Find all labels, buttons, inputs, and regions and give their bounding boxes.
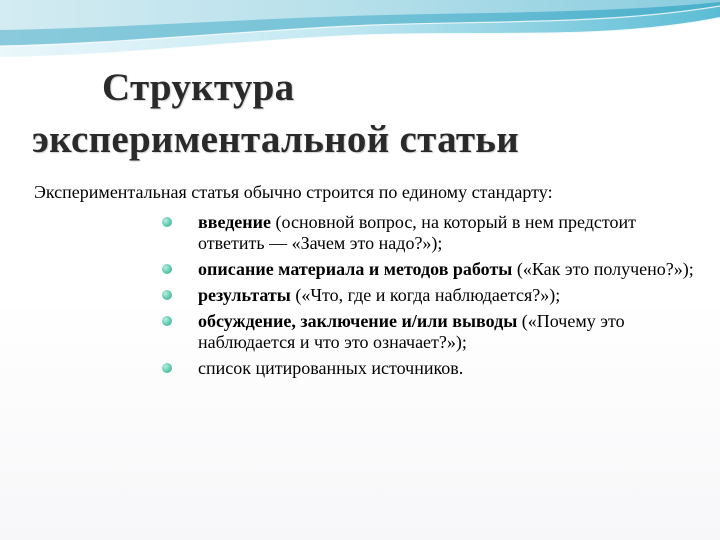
round-bullet-icon — [162, 363, 172, 373]
list-item-bold: введение — [198, 212, 272, 232]
section-list — [154, 212, 700, 384]
list-item-bold: обсуждение, заключение и/или выводы — [198, 311, 518, 331]
list-item-text: («Что, где и когда наблюдается?»); — [290, 285, 561, 305]
list-item-text: («Как это получено?»); — [512, 259, 694, 279]
list-item-text: (основной вопрос, на который в нем предстоит ответить — «Зачем это надо?»); — [198, 212, 637, 253]
list-item-bold: описание материала и методов работы — [198, 259, 513, 279]
round-bullet-icon — [162, 290, 172, 300]
round-bullet-icon — [162, 264, 172, 274]
list-item-text: («Почему это наблюдается и что это означает?»); — [198, 311, 625, 352]
list-item-results — [154, 285, 700, 306]
list-item-introduction — [154, 212, 700, 254]
header-wave-decoration — [0, 0, 720, 64]
list-item-references — [154, 358, 700, 379]
list-item-discussion — [154, 311, 700, 353]
round-bullet-icon — [162, 316, 172, 326]
slide-title-line1: Структура — [102, 66, 295, 109]
round-bullet-icon — [162, 217, 172, 227]
list-item-bold: результаты — [198, 285, 291, 305]
intro-paragraph: Экспериментальная статья обычно строится по единому стандарту: — [34, 182, 553, 202]
list-item-text: список цитированных источников. — [198, 358, 464, 378]
list-item-methods — [154, 259, 700, 280]
slide-title — [32, 62, 692, 166]
slide-title-line2: экспериментальной статьи — [32, 118, 520, 161]
